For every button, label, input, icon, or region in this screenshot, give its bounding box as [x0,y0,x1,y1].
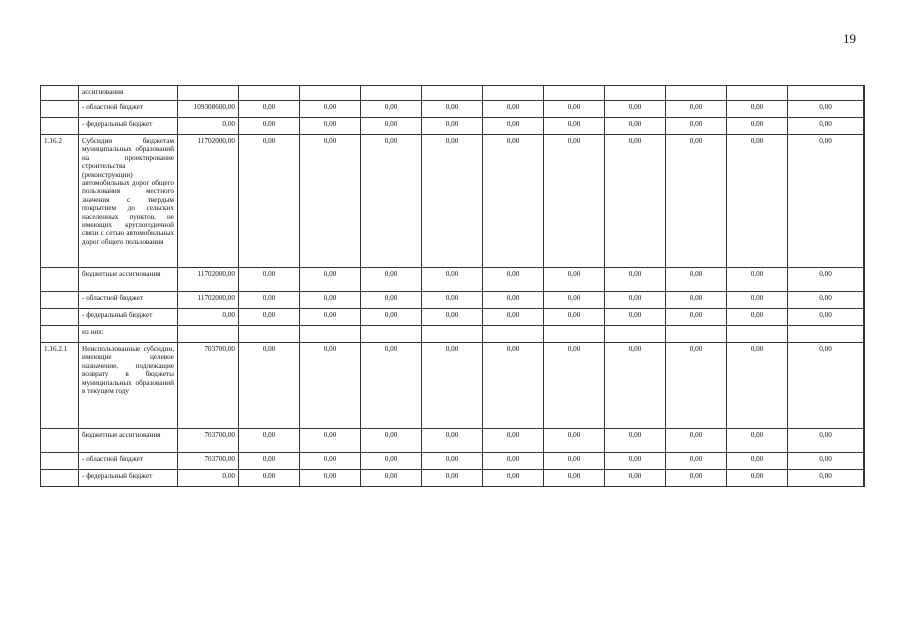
amount-cell: 0,00 [788,135,864,268]
amount-cell: 0,00 [422,309,483,326]
amount-cell: 0,00 [788,343,864,429]
amount-cell: 0,00 [788,429,864,453]
amount-cell: 0,00 [544,135,605,268]
amount-cell [864,470,865,487]
amount-cell [544,326,605,343]
table-row [41,86,865,101]
amount-cell [605,326,666,343]
amount-cell: 0,00 [544,101,605,118]
amount-cell: 0,00 [239,470,300,487]
row-description-cell: бюджетные ассигнования [79,268,178,292]
table-row [41,343,865,429]
amount-cell: 0,00 [422,268,483,292]
row-code-cell [41,101,79,118]
amount-total-cell [178,86,239,101]
amount-cell: 0,00 [422,292,483,309]
amount-cell: 0,00 [300,118,361,135]
row-description-cell: Неиспользованные субсидии, имеющие целевое назначение, подлежащие возврату в бюджеты муниципальных образований в текущем году [79,343,178,429]
amount-cell: 0,00 [727,118,788,135]
amount-cell [864,268,865,292]
table-row [41,101,865,118]
amount-cell: 0,00 [361,343,422,429]
amount-cell [727,86,788,101]
row-code-cell [41,292,79,309]
amount-cell: 0,00 [544,453,605,470]
amount-cell: 0,00 [239,343,300,429]
amount-cell: 0,00 [361,470,422,487]
amount-total-cell: 0,00 [178,309,239,326]
amount-cell: 0,00 [483,135,544,268]
amount-cell: 0,00 [422,429,483,453]
amount-cell [864,453,865,470]
amount-cell: 0,00 [666,343,727,429]
amount-cell: 0,00 [544,343,605,429]
amount-cell: 0,00 [727,470,788,487]
amount-cell [300,86,361,101]
amount-cell [361,326,422,343]
amount-cell [666,86,727,101]
amount-total-cell: 11702000,00 [178,135,239,268]
amount-total-cell: 109308600,00 [178,101,239,118]
amount-cell: 0,00 [483,118,544,135]
table-row [41,470,865,487]
amount-cell: 0,00 [727,268,788,292]
amount-cell: 0,00 [239,429,300,453]
amount-cell: 0,00 [483,101,544,118]
table-row [41,118,865,135]
amount-cell: 0,00 [727,135,788,268]
amount-cell: 0,00 [544,292,605,309]
amount-total-cell: 0,00 [178,470,239,487]
row-code-cell: 1.16.2 [41,135,79,268]
amount-cell: 0,00 [666,470,727,487]
amount-cell [864,135,865,268]
amount-total-cell: 11702000,00 [178,268,239,292]
amount-cell: 0,00 [605,292,666,309]
amount-total-cell: 11702000,00 [178,292,239,309]
table-row [41,453,865,470]
amount-cell: 0,00 [422,101,483,118]
amount-cell: 0,00 [727,309,788,326]
table-row [41,326,865,343]
amount-cell: 0,00 [788,453,864,470]
amount-cell: 0,00 [239,118,300,135]
amount-cell: 0,00 [605,309,666,326]
row-description-cell: - областной бюджет [79,101,178,118]
amount-cell: 0,00 [483,292,544,309]
amount-cell: 0,00 [788,268,864,292]
amount-cell: 0,00 [239,101,300,118]
amount-cell: 0,00 [605,343,666,429]
row-description-cell: - федеральный бюджет [79,309,178,326]
amount-cell: 0,00 [361,429,422,453]
amount-cell: 0,00 [300,343,361,429]
amount-cell: 0,00 [361,268,422,292]
amount-cell [864,343,865,429]
amount-cell [605,86,666,101]
amount-cell [483,86,544,101]
amount-cell: 0,00 [666,309,727,326]
amount-cell: 0,00 [483,343,544,429]
row-description-cell: Субсидии бюджетам муниципальных образований на проектирование строительства (реконструкции) автомобильных дорог общего пользования местного значения с твердым покрытием до сельских населенных пунктов, не имеющих круглогодичной связи с сетью автомобильных дорог общего пользования [79,135,178,268]
amount-total-cell: 703700,00 [178,343,239,429]
amount-cell: 0,00 [239,268,300,292]
row-description-cell: из них: [79,326,178,343]
amount-cell: 0,00 [605,135,666,268]
amount-cell: 0,00 [727,429,788,453]
amount-cell: 0,00 [422,343,483,429]
amount-total-cell [178,326,239,343]
amount-cell: 0,00 [483,429,544,453]
row-description-cell: бюджетные ассигнования [79,429,178,453]
amount-cell: 0,00 [788,101,864,118]
amount-cell: 0,00 [788,118,864,135]
amount-cell: 0,00 [483,268,544,292]
amount-cell: 0,00 [544,118,605,135]
amount-cell: 0,00 [666,118,727,135]
amount-cell: 0,00 [727,292,788,309]
amount-cell [361,86,422,101]
amount-cell: 0,00 [300,268,361,292]
amount-cell: 0,00 [605,101,666,118]
row-code-cell [41,268,79,292]
amount-cell: 0,00 [605,470,666,487]
amount-cell: 0,00 [361,453,422,470]
amount-cell [788,326,864,343]
amount-cell: 0,00 [605,429,666,453]
row-description-cell: - федеральный бюджет [79,470,178,487]
row-code-cell [41,429,79,453]
amount-cell: 0,00 [483,309,544,326]
row-description-cell: - областной бюджет [79,292,178,309]
amount-total-cell: 703700,00 [178,429,239,453]
row-code-cell [41,309,79,326]
row-description-cell: - федеральный бюджет [79,118,178,135]
page-number: 19 [843,31,856,46]
amount-cell: 0,00 [605,118,666,135]
amount-cell [864,86,865,101]
row-code-cell [41,470,79,487]
amount-cell [422,326,483,343]
amount-cell [727,326,788,343]
amount-cell: 0,00 [605,268,666,292]
amount-cell: 0,00 [666,101,727,118]
amount-total-cell: 0,00 [178,118,239,135]
amount-cell: 0,00 [422,453,483,470]
table-row [41,135,865,268]
row-code-cell [41,326,79,343]
table-row [41,268,865,292]
amount-cell: 0,00 [300,309,361,326]
amount-cell [544,86,605,101]
amount-cell: 0,00 [300,292,361,309]
amount-cell: 0,00 [666,135,727,268]
row-description-cell: ассигнования [79,86,178,101]
amount-cell: 0,00 [300,135,361,268]
amount-cell: 0,00 [300,429,361,453]
amount-cell [483,326,544,343]
amount-cell: 0,00 [544,429,605,453]
amount-cell: 0,00 [666,429,727,453]
row-code-cell [41,118,79,135]
amount-cell [788,86,864,101]
amount-cell [864,429,865,453]
amount-cell: 0,00 [666,453,727,470]
table-row [41,429,865,453]
amount-cell: 0,00 [422,118,483,135]
amount-cell [864,101,865,118]
amount-cell: 0,00 [361,101,422,118]
amount-cell: 0,00 [300,470,361,487]
table-row [41,309,865,326]
amount-cell: 0,00 [483,470,544,487]
amount-cell: 0,00 [422,470,483,487]
amount-cell: 0,00 [788,292,864,309]
amount-cell [239,86,300,101]
amount-total-cell: 703700,00 [178,453,239,470]
amount-cell: 0,00 [300,453,361,470]
amount-cell: 0,00 [666,268,727,292]
amount-cell: 0,00 [361,135,422,268]
amount-cell: 0,00 [422,135,483,268]
row-code-cell: 1.16.2.1 [41,343,79,429]
row-code-cell [41,453,79,470]
amount-cell: 0,00 [483,453,544,470]
amount-cell: 0,00 [788,309,864,326]
amount-cell [422,86,483,101]
amount-cell: 0,00 [544,470,605,487]
amount-cell [864,326,865,343]
budget-table [40,85,865,487]
amount-cell [666,326,727,343]
amount-cell: 0,00 [666,292,727,309]
amount-cell: 0,00 [239,292,300,309]
amount-cell [864,118,865,135]
budget-table-body [41,86,865,487]
amount-cell: 0,00 [361,292,422,309]
amount-cell: 0,00 [544,268,605,292]
row-description-cell: - областной бюджет [79,453,178,470]
row-code-cell [41,86,79,101]
amount-cell [239,326,300,343]
amount-cell: 0,00 [544,309,605,326]
amount-cell: 0,00 [300,101,361,118]
table-row [41,292,865,309]
amount-cell: 0,00 [239,309,300,326]
amount-cell: 0,00 [239,453,300,470]
amount-cell: 0,00 [361,118,422,135]
amount-cell: 0,00 [727,453,788,470]
amount-cell [864,292,865,309]
amount-cell: 0,00 [361,309,422,326]
amount-cell: 0,00 [605,453,666,470]
amount-cell: 0,00 [727,343,788,429]
amount-cell [864,309,865,326]
amount-cell: 0,00 [727,101,788,118]
amount-cell: 0,00 [788,470,864,487]
amount-cell [300,326,361,343]
amount-cell: 0,00 [239,135,300,268]
